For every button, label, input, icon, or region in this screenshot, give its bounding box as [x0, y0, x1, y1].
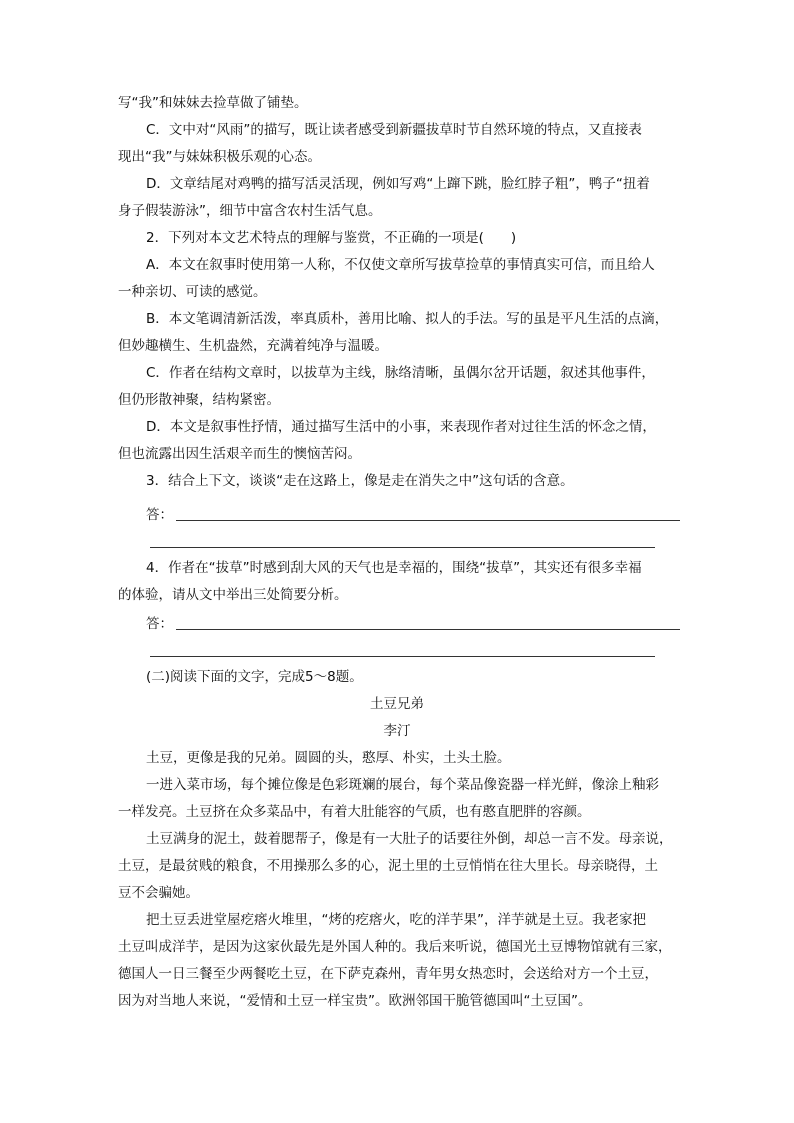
question-2-option-c	[118, 360, 680, 414]
text-line: 因为对当地人来说，“爱情和土豆一样宝贵”。欧洲邻国干脆管德国叫“土豆国”。	[118, 993, 592, 1009]
text-line: A．本文在叙事时使用第一人称，不仅使文章所写拔草捡草的事情真实可信，而且给人	[146, 257, 655, 273]
text-line: 德国人一日三餐至少两餐吃土豆，在下萨克森州，青年男女热恋时，会送给对方一个土豆，	[118, 966, 658, 982]
text-line: (二)阅读下面的文字，完成5～8题。	[146, 669, 363, 685]
question-2-option-d	[118, 414, 680, 468]
text-line: 3．结合上下文，谈谈“走在这路上，像是走在消失之中”这句话的含意。	[146, 473, 574, 489]
article-paragraph-4	[118, 907, 680, 1015]
text-line: 豆不会骗她。	[118, 885, 199, 901]
article-paragraph-2	[118, 772, 680, 826]
text-line: D．文章结尾对鸡鸭的描写活灵活现，例如写鸡“上蹿下跳，脸红脖子粗”，鸭子“扭着	[146, 176, 650, 192]
question-3	[118, 468, 680, 495]
text-line: 4．作者在“拔草”时感到刮大风的天气也是幸福的，围绕“拔草”，其实还有很多幸福	[146, 560, 642, 576]
answer-label-4: 答：	[146, 616, 173, 632]
question-2	[118, 225, 680, 252]
paragraph-option-d	[118, 171, 680, 225]
text-line: 2．下列对本文艺术特点的理解与鉴赏，不正确的一项是( )	[146, 230, 517, 246]
section-2-instruction	[118, 664, 680, 691]
answer-line-3a[interactable]	[176, 520, 680, 521]
text-line: 但也流露出因生活艰辛而生的懊恼苦闷。	[118, 446, 361, 462]
text-line: C．作者在结构文章时，以拔草为主线，脉络清晰，虽偶尔岔开话题，叙述其他事件，	[146, 365, 655, 381]
paragraph-option-b-continued	[118, 90, 680, 117]
text-line: 现出“我”与妹妹积极乐观的心态。	[118, 149, 321, 165]
article-title: 土豆兄弟	[370, 696, 424, 712]
text-line: 土豆满身的泥土，鼓着腮帮子，像是有一大肚子的话要往外倒，却总一言不发。母亲说，	[146, 831, 673, 847]
article-paragraph-1	[118, 745, 680, 772]
text-line: 的体验，请从文中举出三处简要分析。	[118, 587, 348, 603]
article-paragraph-3	[118, 826, 680, 907]
answer-line-4a[interactable]	[176, 629, 680, 630]
question-2-option-b	[118, 306, 680, 360]
paragraph-option-c	[118, 117, 680, 171]
text-line: 土豆，更像是我的兄弟。圆圆的头，憨厚、朴实，土头土脸。	[146, 750, 511, 766]
text-line: 但仍形散神聚，结构紧密。	[118, 392, 280, 408]
text-line: D．本文是叙事性抒情，通过描写生活中的小事，来表现作者对过往生活的怀念之情，	[146, 419, 656, 435]
text-line: 土豆叫成洋芋，是因为这家伙最先是外国人种的。我后来听说，德国光土豆博物馆就有三家，	[118, 939, 672, 955]
answer-line-4b[interactable]	[150, 656, 655, 657]
answer-label-3: 答：	[146, 507, 173, 523]
text-line: 一进入菜市场，每个摊位像是色彩斑斓的展台，每个菜品像瓷器一样光鲜，像涂上釉彩	[146, 777, 659, 793]
text-line: 写“我”和妹妹去捡草做了铺垫。	[118, 95, 308, 111]
text-line: 但妙趣横生、生机盎然，充满着纯净与温暖。	[118, 338, 388, 354]
text-line: B．本文笔调清新活泼，率真质朴，善用比喻、拟人的手法。写的虽是平凡生活的点滴，	[146, 311, 669, 327]
text-line: C．文中对“风雨”的描写，既让读者感受到新疆拔草时节自然环境的特点，又直接表	[146, 122, 642, 138]
article-author: 李汀	[383, 723, 411, 739]
question-2-option-a	[118, 252, 680, 306]
question-4	[118, 555, 680, 609]
text-line: 把土豆丢进堂屋疙瘩火堆里，“烤的疙瘩火，吃的洋芋果”，洋芋就是土豆。我老家把	[146, 912, 646, 928]
text-line: 一样发亮。土豆挤在众多菜品中，有着大肚能容的气质，也有憨直肥胖的容颜。	[118, 804, 591, 820]
text-line: 一种亲切、可读的感觉。	[118, 284, 267, 300]
answer-line-3b[interactable]	[150, 547, 655, 548]
text-line: 身子假装游泳”，细节中富含农村生活气息。	[118, 203, 382, 219]
text-line: 土豆，是最贫贱的粮食，不用操那么多的心，泥土里的土豆悄悄在往大里长。母亲晓得，土	[118, 858, 658, 874]
